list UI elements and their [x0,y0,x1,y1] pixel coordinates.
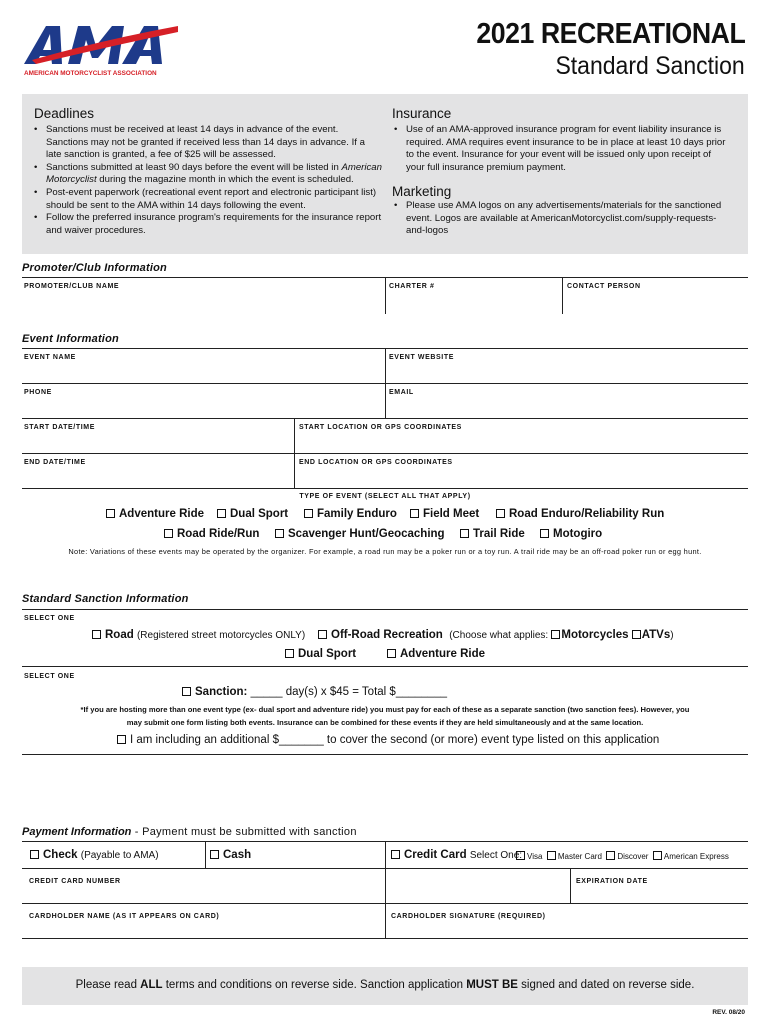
hosting-note-line1: *If you are hosting more than one event type (ex- dual sport and adventure ride) you must pay for each of these as a separate sanction (two sanction fees). However, you [80,705,690,714]
checkbox-motorcycles[interactable] [551,630,560,639]
email-label: EMAIL [389,389,414,396]
email-field[interactable] [387,397,747,417]
event-name-label: EVENT NAME [24,354,76,361]
divider [22,666,748,667]
cardholder-signature-label: CARDHOLDER SIGNATURE (REQUIRED) [391,913,546,920]
radio-dual-sport[interactable]: Dual Sport [285,648,356,660]
checkbox-family-enduro[interactable]: Family Enduro [304,508,397,520]
form-title: 2021 RECREATIONAL [476,18,745,50]
logo-tagline: AMERICAN MOTORCYCLIST ASSOCIATION [24,70,157,77]
checkbox-check[interactable]: Check (Payable to AMA) [30,849,159,861]
checkbox-icon[interactable] [547,851,556,860]
checkbox-icon[interactable] [606,851,615,860]
contact-person-label: CONTACT PERSON [567,283,641,290]
start-datetime-field[interactable] [22,432,293,452]
deadline-item: • Post-event paperwork (recreational event report and electronic participant list) should be sent to the AMA within 14 days following the event. [32,187,382,212]
checkbox-icon[interactable] [410,509,419,518]
phone-field[interactable] [22,397,384,417]
end-location-field[interactable] [296,467,747,487]
card-option-mastercard[interactable]: Master Card [547,852,602,861]
event-heading: Event Information [22,333,119,345]
divider [22,938,748,939]
checkbox-icon[interactable] [516,851,525,860]
promoter-heading: Promoter/Club Information [22,262,167,274]
checkbox-icon[interactable] [210,850,219,859]
card-type-options [516,851,729,861]
checkbox-road-ride-run[interactable]: Road Ride/Run [164,528,259,540]
cardholder-name-label: CARDHOLDER NAME (AS IT APPEARS ON CARD) [29,913,220,920]
card-option-amex[interactable]: American Express [653,852,729,861]
event-type-note: Note: Variations of these events may be operated by the organizer. For example, a road run may be a poker run or a toy run. A trail ride may be an off-road poker run or egg hunt. [68,547,702,556]
event-website-label: EVENT WEBSITE [389,354,454,361]
divider [205,841,206,868]
divider [570,868,571,903]
checkbox-icon[interactable] [540,529,549,538]
deadlines-list [32,124,382,237]
divider [22,903,748,904]
checkbox-icon[interactable] [387,649,396,658]
divider [385,277,386,314]
checkbox-icon[interactable] [92,630,101,639]
charter-field[interactable] [387,290,561,314]
event-name-field[interactable] [22,362,384,382]
magazine-name: American Motorcyclist [46,161,382,186]
event-type-label: TYPE OF EVENT (SELECT ALL THAT APPLY) [299,493,471,500]
deadlines-heading: Deadlines [34,106,95,121]
deadline-item: • Sanctions must be received at least 14 days in advance of the event. Sanctions may not be granted if received less than 14 days in advance. If a late sanction is granted, a fee of $25 will be assessed. [32,124,382,162]
cc-number-label: CREDIT CARD NUMBER [29,878,121,885]
radio-adventure-ride[interactable]: Adventure Ride [387,648,485,660]
additional-sanction-line[interactable]: I am including an additional $_______ to cover the second (or more) event type listed on this application [117,734,659,746]
marketing-item: • Please use AMA logos on any advertisements/materials for the sanctioned event. Logos are available at AmericanMotorcyclist.com/supply-requests-and-logos [392,200,732,238]
contact-person-field[interactable] [564,290,748,314]
payment-heading: Payment Information - Payment must be submitted with sanction [22,826,357,838]
ama-logo [22,20,180,78]
insurance-list [392,124,732,174]
checkbox-field-meet[interactable]: Field Meet [410,508,479,520]
sanction-days-line[interactable]: Sanction: _____ day(s) x $45 = Total $________ [182,686,447,698]
checkbox-icon[interactable] [217,509,226,518]
card-option-visa[interactable]: Visa [516,852,542,861]
select-one-label: SELECT ONE [24,615,75,622]
checkbox-icon[interactable] [182,687,191,696]
divider [22,453,748,454]
start-location-label: START LOCATION OR GPS COORDINATES [299,424,462,431]
footer-notice: Please read ALL terms and conditions on reverse side. Sanction application MUST BE signed and dated on reverse side. [22,967,748,1005]
checkbox-icon[interactable] [391,850,400,859]
checkbox-road-enduro[interactable]: Road Enduro/Reliability Run [496,508,664,520]
radio-offroad[interactable]: Off-Road Recreation (Choose what applies: Motorcycles ATVs) [318,629,674,641]
divider [22,609,748,610]
deadline-item: • Follow the preferred insurance program's requirements for the insurance report and waiver procedures. [32,212,382,237]
checkbox-icon[interactable] [275,529,284,538]
divider [22,418,748,419]
divider [22,488,748,489]
radio-road[interactable]: Road (Registered street motorcycles ONLY) [92,629,305,641]
phone-label: PHONE [24,389,52,396]
checkbox-atvs[interactable] [632,630,641,639]
checkbox-icon[interactable] [30,850,39,859]
charter-label: CHARTER # [389,283,435,290]
promoter-name-label: PROMOTER/CLUB NAME [24,283,120,290]
event-website-field[interactable] [387,362,747,382]
checkbox-icon[interactable] [496,509,505,518]
checkbox-icon[interactable] [304,509,313,518]
divider [22,383,748,384]
checkbox-icon[interactable] [106,509,115,518]
expiration-field[interactable] [572,886,747,902]
end-location-label: END LOCATION OR GPS COORDINATES [299,459,453,466]
checkbox-motogiro[interactable]: Motogiro [540,528,602,540]
divider [22,754,748,755]
info-panel [22,94,748,254]
expiration-label: EXPIRATION DATE [576,878,648,885]
marketing-heading: Marketing [392,184,452,199]
start-datetime-label: START DATE/TIME [24,424,95,431]
insurance-item: • Use of an AMA-approved insurance program for event liability insurance is required. AMA requires event insurance to be in place at least 10 days prior to the event. Insurance for your event will be issued only upon receipt of your full insurance premium payment. [392,124,732,174]
cardholder-name-field[interactable] [22,921,384,937]
marketing-list [392,200,732,238]
checkbox-icon[interactable] [318,630,327,639]
checkbox-icon[interactable] [653,851,662,860]
checkbox-trail-ride[interactable]: Trail Ride [460,528,525,540]
checkbox-icon[interactable] [285,649,294,658]
checkbox-dual-sport[interactable]: Dual Sport [217,508,288,520]
hosting-note-line2: may submit one form listing both events. Insurance can be combined for these events if they are held simultaneously and at the same location. [126,718,644,727]
checkbox-icon[interactable] [460,529,469,538]
form-subtitle: Standard Sanction [555,52,745,80]
select-one-label: SELECT ONE [24,673,75,680]
sanction-heading: Standard Sanction Information [22,593,189,605]
checkbox-scavenger-hunt[interactable]: Scavenger Hunt/Geocaching [275,528,445,540]
checkbox-adventure-ride[interactable]: Adventure Ride [106,508,204,520]
end-datetime-field[interactable] [22,467,293,487]
checkbox-icon[interactable] [164,529,173,538]
checkbox-cash[interactable]: Cash [210,849,251,861]
cc-number-field[interactable] [22,886,569,902]
start-location-field[interactable] [296,432,747,452]
checkbox-credit-card[interactable]: Credit Card Select One: [391,849,522,861]
divider [562,277,563,314]
card-option-discover[interactable]: Discover [606,852,648,861]
checkbox-icon[interactable] [117,735,126,744]
divider [22,868,748,869]
cardholder-signature-field[interactable] [387,921,747,937]
promoter-name-field[interactable] [22,290,384,314]
end-datetime-label: END DATE/TIME [24,459,86,466]
deadline-item: • Sanctions submitted at least 90 days before the event will be listed in American Motorcyclist during the magazine month in which the event is scheduled. [32,162,382,187]
revision-label: REV. 08/20 [712,1009,745,1016]
insurance-heading: Insurance [392,106,452,121]
